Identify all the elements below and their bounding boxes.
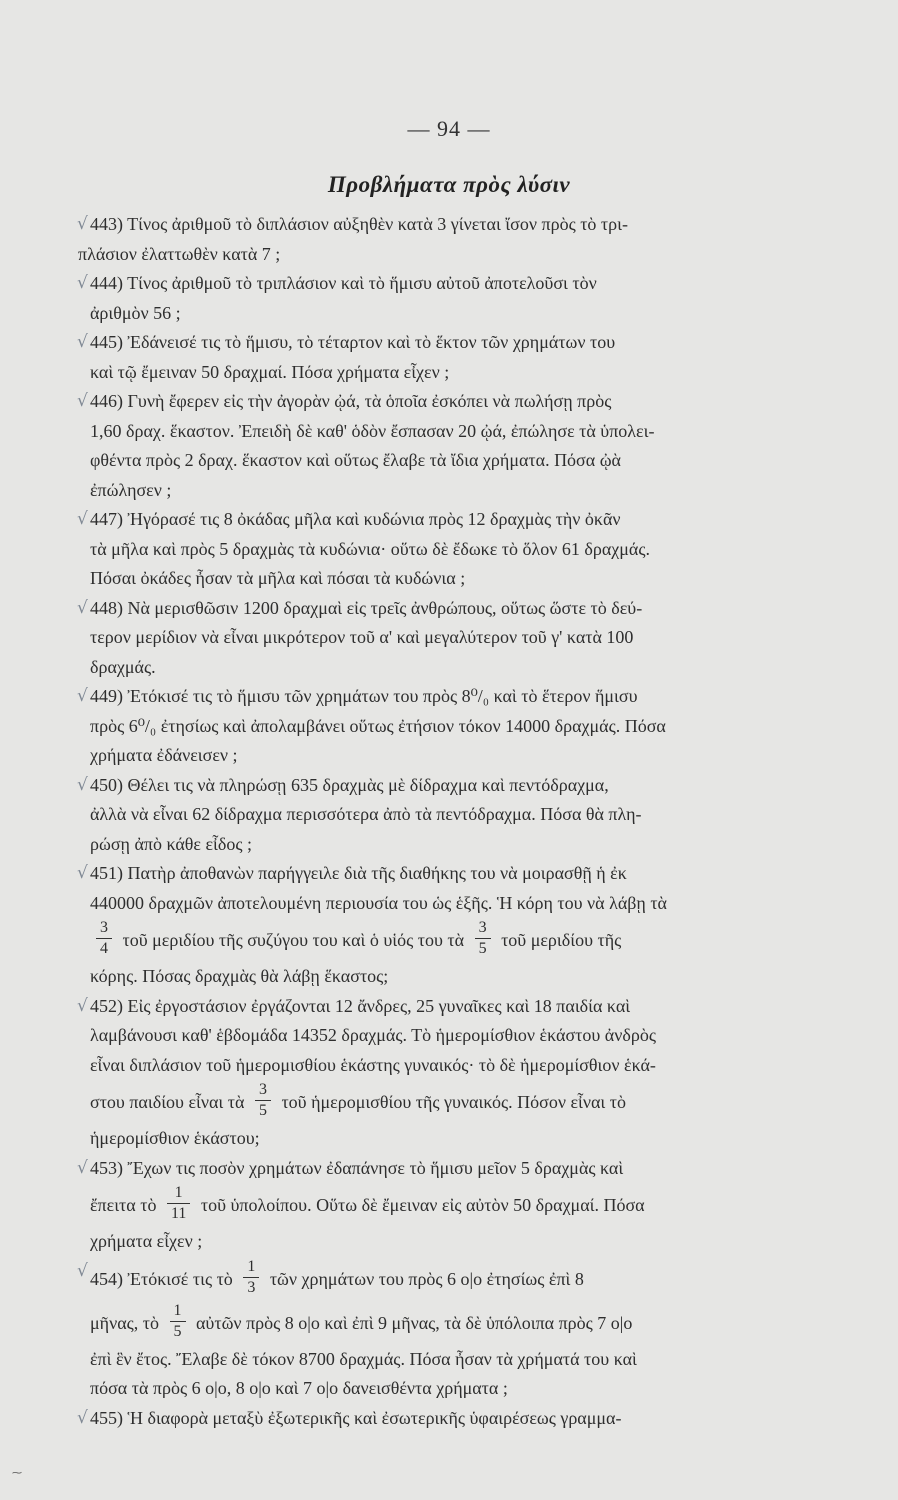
problem-line: λαμβάνουσι καθ' ἑβδομάδα 14352 δραχμάς. Τὸ ἡμερομίσθιον ἑκάστου ἀνδρὸς <box>90 1025 656 1045</box>
problem-line: χρήματα εἶχεν ; <box>90 1231 203 1251</box>
problem-line: τερον μερίδιον νὰ εἶναι μικρότερον τοῦ α' καὶ μεγαλύτερον τοῦ γ' κατὰ 100 <box>90 627 634 647</box>
problem-447 <box>78 505 824 594</box>
problem-line: ρώσῃ ἀπὸ κάθε εἶδος ; <box>90 833 252 854</box>
problem-line <box>78 1080 824 1124</box>
fraction <box>167 1185 190 1222</box>
problem-line: ἀλλὰ νὰ εἶναι 62 δίδραχμα περισσότερα ἀπὸ τὰ πεντόδραχμα. Πόσα θὰ πλη- <box>90 804 642 824</box>
check-mark-icon: √ <box>77 509 88 529</box>
problem-line: 440000 δραχμῶν ἀποτελουμένη περιουσία του ὡς ἑξῆς. Ἡ κόρη του νὰ λάβῃ τὰ <box>90 892 667 913</box>
problem-line: 455) Ἡ διαφορὰ μεταξὺ ἐξωτερικῆς καὶ ἐσωτερικῆς ὑφαιρέσεως γραμμα- <box>90 1407 622 1428</box>
problem-449 <box>78 682 824 771</box>
problem-line: εἶναι διπλάσιον τοῦ ἡμερομισθίου ἑκάστης γυναικός· τὸ δὲ ἡμερομίσθιον ἑκά- <box>90 1054 656 1075</box>
fraction-denominator: 5 <box>173 1322 182 1340</box>
check-mark-icon: √ <box>77 774 88 795</box>
check-mark-icon: √ <box>77 214 88 234</box>
check-mark-icon: √ <box>77 332 88 352</box>
problem-text: τοῦ μεριδίου τῆς <box>501 930 622 950</box>
problem-line: πλάσιον ἐλαττωθὲν κατὰ 7 ; <box>78 243 281 264</box>
fraction-denominator: 3 <box>247 1278 256 1296</box>
check-mark-icon: √ <box>77 597 88 618</box>
check-mark-icon: √ <box>77 995 88 1016</box>
problem-text: τῶν χρημάτων του πρὸς 6 ο|ο ἐτησίως ἐπὶ 8 <box>269 1268 584 1289</box>
fraction-denominator: 5 <box>258 1102 267 1120</box>
problem-line: πόσα τὰ πρὸς 6 ο|ο, 8 ο|ο καὶ 7 ο|ο δανεισθέντα χρήματα ; <box>90 1378 508 1398</box>
problem-text: στου παιδίου εἶναι τὰ <box>90 1092 245 1112</box>
problem-line: 446) Γυνὴ ἔφερεν εἰς τὴν ἀγορὰν ᾠά, τὰ ὁποῖα ἐσκόπει νὰ πωλήσῃ πρὸς <box>90 391 612 411</box>
check-mark-icon: √ <box>77 1260 88 1281</box>
problem-line: ἡμερομίσθιον ἑκάστου; <box>90 1128 260 1148</box>
margin-smudge: ⁓ <box>12 1468 22 1479</box>
problem-line: 445) Ἐδάνεισέ τις τὸ ἥμισυ, τὸ τέταρτον καὶ τὸ ἕκτον τῶν χρημάτων του <box>90 332 616 352</box>
problem-line: τὰ μῆλα καὶ πρὸς 5 δραχμὰς τὰ κυδώνια· οὕτω δὲ ἔδωκε τὸ ὅλον 61 δραχμάς. <box>90 538 650 559</box>
problem-line: 449) Ἐτόκισέ τις τὸ ἥμισυ τῶν χρημάτων του πρὸς 8⁰/₀ καὶ τὸ ἕτερον ἥμισυ <box>90 686 638 706</box>
problem-448 <box>78 594 824 683</box>
problem-line: 451) Πατὴρ ἀποθανὼν παρήγγειλε διὰ τῆς διαθήκης του νὰ μοιρασθῇ ἡ ἐκ <box>90 863 627 883</box>
check-mark-icon: √ <box>77 391 88 411</box>
fraction <box>96 920 112 957</box>
problem-454 <box>78 1257 824 1404</box>
page-number: — 94 — <box>407 116 491 141</box>
fraction <box>170 1303 186 1340</box>
problem-line: 444) Τίνος ἀριθμοῦ τὸ τριπλάσιον καὶ τὸ ἥμισυ αὐτοῦ ἀποτελοῦσι τὸν <box>90 273 597 293</box>
fraction-numerator: 1 <box>243 1259 259 1278</box>
fraction-denominator: 11 <box>170 1205 187 1223</box>
problem-line <box>78 918 824 962</box>
problem-line: 448) Νὰ μερισθῶσιν 1200 δραχμαὶ εἰς τρεῖς ἀνθρώπους, οὕτως ὥστε τὸ δεύ- <box>90 597 643 618</box>
fraction <box>475 920 491 957</box>
problem-text: μῆνας, τὸ <box>90 1312 159 1333</box>
problem-text: αὐτῶν πρὸς 8 ο|ο καὶ ἐπὶ 9 μῆνας, τὰ δὲ ὑπόλοιπα πρὸς 7 ο|ο <box>196 1312 633 1333</box>
fraction-denominator: 5 <box>478 940 487 958</box>
fraction <box>255 1082 271 1119</box>
problem-text: ἔπειτα τὸ <box>90 1195 157 1215</box>
section-heading: Προβλήματα πρὸς λύσιν <box>327 172 571 197</box>
problem-line: κόρης. Πόσας δραχμὰς θὰ λάβῃ ἕκαστος; <box>90 966 389 986</box>
problem-text: τοῦ ἡμερομισθίου τῆς γυναικός. Πόσον εἶναι τὸ <box>281 1092 627 1112</box>
fraction-numerator: 3 <box>255 1082 271 1101</box>
problem-line: ἐπώλησεν ; <box>90 479 172 500</box>
problem-text: τοῦ ὑπολοίπου. Οὕτω δὲ ἔμειναν εἰς αὐτὸν 50 δραχμαί. Πόσα <box>200 1195 645 1215</box>
check-mark-icon: √ <box>77 863 88 883</box>
problem-line: 450) Θέλει τις νὰ πληρώσῃ 635 δραχμὰς μὲ δίδραχμα καὶ πεντόδραχμα, <box>90 774 609 795</box>
problem-452 <box>78 992 824 1154</box>
problem-443 <box>78 210 824 269</box>
problem-445 <box>78 328 824 387</box>
problem-451 <box>78 859 824 992</box>
problem-line <box>78 1183 824 1227</box>
problem-446 <box>78 387 824 505</box>
problem-453 <box>78 1154 824 1257</box>
fraction-numerator: 3 <box>475 920 491 939</box>
check-mark-icon: √ <box>77 1157 88 1178</box>
problem-line: Πόσαι ὀκάδες ἦσαν τὰ μῆλα καὶ πόσαι τὰ κυδώνια ; <box>90 568 466 588</box>
problem-line <box>78 1301 824 1345</box>
fraction-denominator: 4 <box>100 940 108 958</box>
problem-line: φθέντα πρὸς 2 δραχ. ἕκαστον καὶ οὕτως ἔλαβε τὰ ἴδια χρήματα. Πόσα ᾠὰ <box>90 450 621 470</box>
problem-455 <box>78 1404 824 1434</box>
problem-line: ἀριθμὸν 56 ; <box>90 302 181 323</box>
problem-text: 454) Ἐτόκισέ τις τὸ <box>90 1268 233 1289</box>
check-mark-icon: √ <box>77 1407 88 1428</box>
problem-line: 447) Ἠγόρασέ τις 8 ὀκάδας μῆλα καὶ κυδώνια πρὸς 12 δραχμὰς τὴν ὀκᾶν <box>90 509 621 529</box>
check-mark-icon: √ <box>77 273 88 293</box>
fraction-numerator: 1 <box>170 1303 186 1322</box>
problem-line: χρήματα ἐδάνεισεν ; <box>90 745 238 765</box>
problem-line: 443) Τίνος ἀριθμοῦ τὸ διπλάσιον αὐξηθὲν κατὰ 3 γίνεται ἴσον πρὸς τὸ τρι- <box>90 214 628 234</box>
problem-line: πρὸς 6⁰/₀ ἐτησίως καὶ ἀπολαμβάνει οὕτως ἐτήσιον τόκον 14000 δραχμάς. Πόσα <box>90 715 666 736</box>
problem-line: 1,60 δραχ. ἕκαστον. Ἐπειδὴ δὲ καθ' ὁδὸν ἔσπασαν 20 ᾠά, ἐπώλησε τὰ ὑπολει- <box>90 420 655 441</box>
problem-450 <box>78 771 824 860</box>
problem-line: δραχμάς. <box>90 656 156 677</box>
problem-line: 452) Εἰς ἐργοστάσιον ἐργάζονται 12 ἄνδρες, 25 γυναῖκες καὶ 18 παιδία καὶ <box>90 995 631 1016</box>
problem-text: τοῦ μεριδίου τῆς συζύγου του καὶ ὁ υἱός του τὰ <box>122 930 465 950</box>
fraction <box>243 1259 259 1296</box>
problem-444 <box>78 269 824 328</box>
problems-list <box>78 210 824 1433</box>
problem-line <box>78 1257 824 1301</box>
fraction-numerator: 1 <box>167 1185 190 1204</box>
problem-line: ἐπὶ ἓν ἔτος. Ἔλαβε δὲ τόκον 8700 δραχμάς. Πόσα ἦσαν τὰ χρήματά του καὶ <box>90 1348 637 1369</box>
problem-line: καὶ τῷ ἔμειναν 50 δραχμαί. Πόσα χρήματα εἶχεν ; <box>90 361 450 382</box>
check-mark-icon: √ <box>77 686 88 706</box>
fraction-numerator: 3 <box>96 920 112 939</box>
problem-line: 453) Ἔχων τις ποσὸν χρημάτων ἐδαπάνησε τὸ ἥμισυ μεῖον 5 δραχμὰς καὶ <box>90 1157 624 1178</box>
